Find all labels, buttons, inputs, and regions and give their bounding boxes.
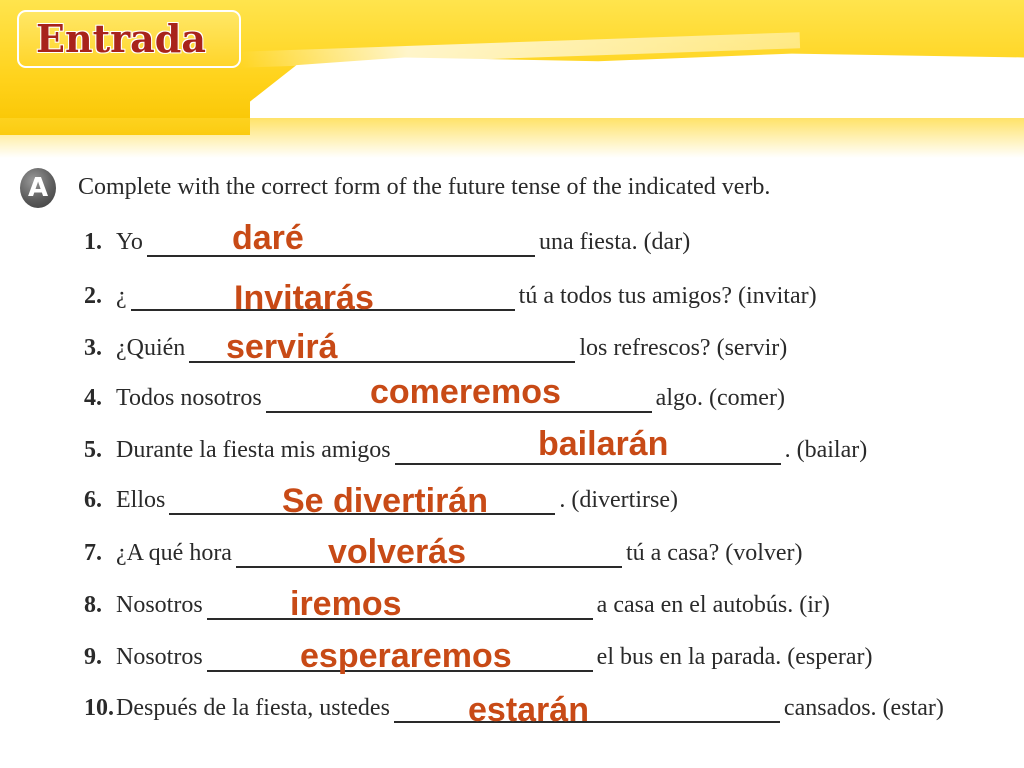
- item-number: 10.: [84, 695, 114, 721]
- item-prompt: Yo: [116, 229, 143, 255]
- exercise-item-2: [84, 276, 817, 316]
- item-cue: a casa en el autobús. (ir): [596, 592, 830, 618]
- answer-5: bailarán: [538, 425, 669, 463]
- item-cue: . (divertirse): [559, 487, 678, 513]
- item-prompt: Después de la fiesta, ustedes: [116, 695, 390, 721]
- section-badge-icon: A: [20, 168, 56, 208]
- item-cue: los refrescos? (servir): [579, 335, 788, 361]
- exercise-item-1: [84, 222, 690, 262]
- exercise-item-3: [84, 328, 787, 368]
- item-number: 8.: [84, 592, 102, 618]
- item-prompt: ¿A qué hora: [116, 540, 232, 566]
- answer-9: esperaremos: [300, 637, 512, 675]
- item-number: 7.: [84, 540, 102, 566]
- exercise-item-8: [84, 585, 830, 625]
- answer-1: daré: [232, 219, 304, 257]
- answer-4: comeremos: [370, 373, 561, 411]
- banner-fade: [0, 118, 1024, 158]
- item-prompt: Durante la fiesta mis amigos: [116, 437, 391, 463]
- item-prompt: ¿Quién: [116, 335, 186, 361]
- item-number: 6.: [84, 487, 102, 513]
- item-cue: el bus en la parada. (esperar): [596, 644, 873, 670]
- instructions: Complete with the correct form of the future tense of the indicated verb.: [78, 174, 771, 200]
- item-cue: . (bailar): [784, 437, 868, 463]
- item-cue: una fiesta. (dar): [538, 229, 691, 255]
- item-number: 1.: [84, 229, 102, 255]
- item-cue: algo. (comer): [655, 385, 785, 411]
- item-number: 4.: [84, 385, 102, 411]
- answer-blank: [147, 255, 535, 257]
- item-number: 2.: [84, 283, 102, 309]
- item-prompt: ¿: [116, 283, 127, 309]
- item-cue: cansados. (estar): [783, 695, 944, 721]
- item-prompt: Todos nosotros: [116, 385, 262, 411]
- answer-3: servirá: [226, 328, 338, 366]
- item-number: 3.: [84, 335, 102, 361]
- answer-8: iremos: [290, 585, 402, 623]
- item-number: 5.: [84, 437, 102, 463]
- exercise-item-5: [84, 430, 867, 470]
- item-cue: tú a todos tus amigos? (invitar): [518, 283, 817, 309]
- answer-7: volverás: [328, 533, 466, 571]
- item-prompt: Ellos: [116, 487, 166, 513]
- answer-2: Invitarás: [234, 279, 374, 317]
- item-number: 9.: [84, 644, 102, 670]
- item-prompt: Nosotros: [116, 644, 203, 670]
- answer-10: estarán: [468, 691, 589, 729]
- item-prompt: Nosotros: [116, 592, 203, 618]
- answer-6: Se divertirán: [282, 482, 488, 520]
- page-title: Entrada: [36, 16, 206, 61]
- item-cue: tú a casa? (volver): [625, 540, 803, 566]
